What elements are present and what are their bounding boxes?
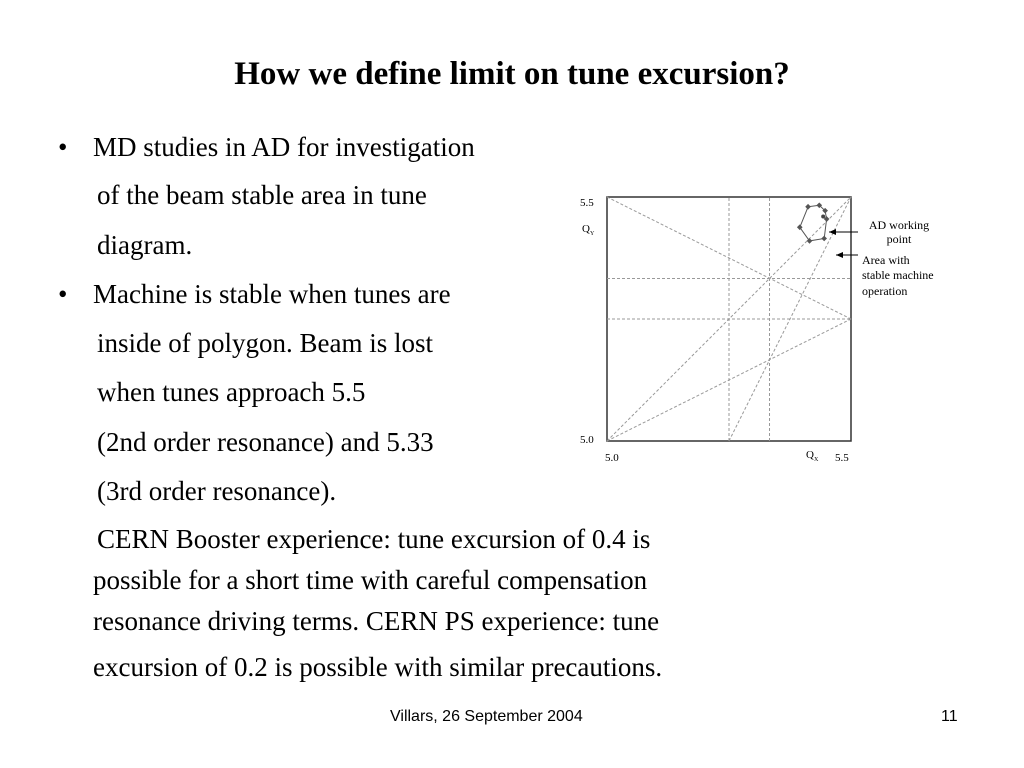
footer-event: Villars, 26 September 2004 xyxy=(390,708,583,725)
polygon-vertex xyxy=(821,236,827,242)
y-max-label: 5.5 xyxy=(580,197,594,209)
body-line: (3rd order resonance). xyxy=(97,476,337,506)
area-label: operation xyxy=(862,284,908,298)
body-line: MD studies in AD for investigation xyxy=(93,132,475,162)
x-axis-symbol: Q xyxy=(806,449,814,461)
working-point-label: AD working xyxy=(868,218,930,232)
body-line: diagram. xyxy=(97,230,193,260)
body-line: Machine is stable when tunes are xyxy=(93,279,451,309)
slide-title: How we define limit on tune excursion? xyxy=(234,56,790,92)
body-line: inside of polygon. Beam is lost xyxy=(97,328,433,358)
body-line: resonance driving terms. CERN PS experience: tune xyxy=(93,606,660,636)
body-line: excursion of 0.2 is possible with similar precautions. xyxy=(93,652,663,682)
y-axis-subscript: Y xyxy=(589,231,595,237)
x-axis-subscript: X xyxy=(813,457,819,463)
area-label: Area with xyxy=(862,253,910,267)
body-line: of the beam stable area in tune xyxy=(97,180,427,210)
bullet-marker: • xyxy=(58,132,68,162)
working-point-label: point xyxy=(886,232,912,246)
y-axis-label xyxy=(582,223,595,237)
working-point-marker xyxy=(821,215,825,219)
body-line: (2nd order resonance) and 5.33 xyxy=(97,427,434,457)
area-label: stable machine xyxy=(862,268,934,282)
body-line: CERN Booster experience: tune excursion of 0.4 is xyxy=(97,524,651,554)
bullet-marker: • xyxy=(58,279,68,309)
x-axis-label xyxy=(806,449,819,463)
polygon-vertex xyxy=(805,204,811,210)
x-max-label: 5.5 xyxy=(835,452,849,464)
page-number: 11 xyxy=(941,708,958,725)
y-min-label: 5.0 xyxy=(580,434,594,446)
x-min-label: 5.0 xyxy=(605,452,619,464)
y-axis-symbol: Q xyxy=(582,223,590,235)
area-arrowhead xyxy=(836,252,843,258)
body-line: when tunes approach 5.5 xyxy=(97,377,366,407)
body-line: possible for a short time with careful compensation xyxy=(93,565,648,595)
